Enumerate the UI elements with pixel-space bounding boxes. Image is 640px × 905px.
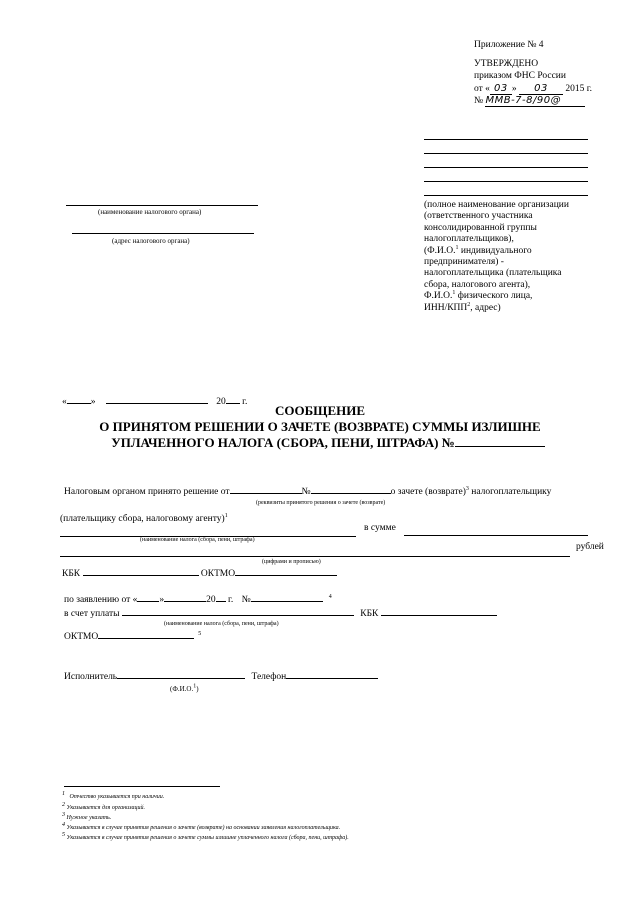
order-date-day: 03 [490,83,512,95]
recipient-line-2 [424,153,588,154]
tax-name-label: (наименование налога (сбора, пени, штрафа) [140,537,255,543]
amount-words-line [60,556,570,557]
footnote-5: $^5$ Указывается в случае принятия решения о зачете суммы излишне уплаченного налога (сбора, пени, штрафа). [62,832,349,841]
amount-words-label: (цифрами и прописью) [262,559,321,565]
order-number-prefix: № [474,96,484,106]
recipient-line-5 [424,195,588,196]
payer-label: (плательщику сбора, налоговому агенту)$^1$ [60,512,228,524]
order-date-month: 03 [519,83,563,95]
amount-label: в сумме [364,523,396,533]
recipient-line-4 [424,181,588,182]
order-date-prefix: от « [474,84,490,94]
amount-line [404,535,588,536]
tax-authority-address-label: (адрес налогового органа) [112,237,190,245]
recipient-line-1 [424,139,588,140]
kbk-oktmo-line: КБК ОКТМО [62,569,337,579]
payment-line: в счет уплаты КБК [64,609,497,619]
application-line: по заявлению от « » 20 г. № $^4$ [64,593,332,605]
recipient-line: (полное наименование организации [424,200,569,210]
recipient-description [424,200,569,314]
fio-label: (Ф.И.О.$^1$) [170,683,199,693]
decision-details-label: (реквизиты принятого решения о зачете (возврате) [256,500,386,506]
recipient-line-inn: ИНН/КПП$^2$, адрес) [424,301,501,313]
footnote-4: $^4$ Указывается в случае принятия решения о зачете (возврате) на основании заявления налогоплательщика. [62,822,341,831]
tax-authority-name-line [66,205,258,206]
footnote-2: $^2$ Указывается для организаций. [62,802,145,811]
order-number [474,95,585,107]
order-number-value: ММВ-7-8/90@ [485,95,585,107]
order-date-year: 2015 г. [565,84,592,94]
recipient-line: (ответственного участника [424,211,533,222]
tax-authority-address-line [72,233,254,234]
recipient-line: налогоплательщика (плательщика [424,268,562,279]
approved-label: УТВЕРЖДЕНО [474,59,539,69]
oktmo2-line: ОКТМО $^5$ [64,630,202,642]
rubles-label: рублей [576,542,604,552]
document-title-line-2: О ПРИНЯТОМ РЕШЕНИИ О ЗАЧЕТЕ (ВОЗВРАТЕ) СУММЫ ИЗЛИШНЕ [99,419,541,434]
recipient-line-3 [424,167,588,168]
recipient-line: консолидированной группы [424,222,537,233]
message-date: « » 20 г. [62,397,248,407]
recipient-line-fio-individual: Ф.И.О.$^1$ физического лица, [424,290,533,302]
footnote-3: $^3$ Нужное указать. [62,812,112,821]
footnote-1: $^1$ Отчество указывается при наличии. [62,791,165,800]
order-label: приказом ФНС России [474,71,566,81]
order-date: от « 03 » 03 2015 г. [474,83,592,94]
document-title: СООБЩЕНИЕ [274,403,366,418]
footnote-separator [64,786,220,787]
appendix-label: Приложение № 4 [474,40,544,50]
tax-name-label-2: (наименование налога (сбора, пени, штрафа) [164,621,279,627]
recipient-line: сбора, налогового агента), [424,279,531,290]
document-title-line-3: УПЛАЧЕННОГО НАЛОГА (СБОРА, ПЕНИ, ШТРАФА) № [68,435,588,451]
decision-line: Налоговым органом принято решение от № о зачете (возврате)$^3$ налогоплательщику [64,485,552,497]
recipient-line: налогоплательщиков), [424,234,514,245]
recipient-line-fio-ip: (Ф.И.О.$^1$ индивидуального [424,244,532,256]
recipient-line: предпринимателя) - [424,257,504,268]
tax-authority-name-label: (наименование налогового органа) [98,208,202,216]
executor-line: Исполнитель Телефон [64,672,378,682]
